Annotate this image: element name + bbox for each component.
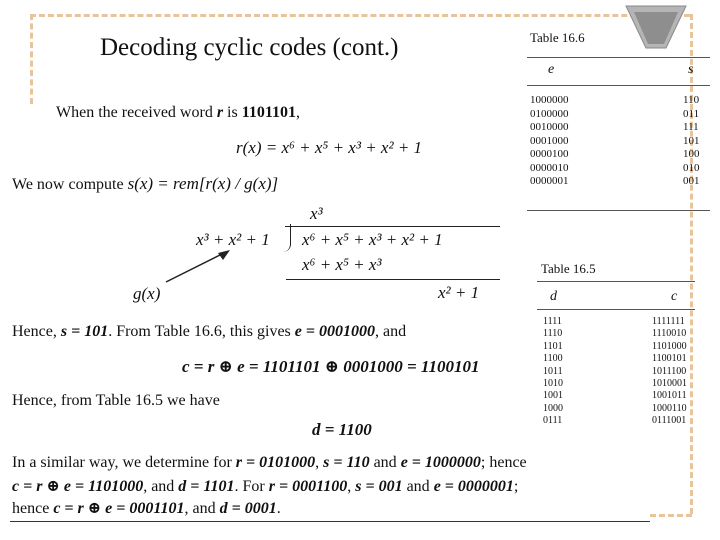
para3-e: . bbox=[276, 500, 281, 517]
table-16-6-title: Table 16.6 bbox=[530, 30, 585, 45]
frame-right-border bbox=[690, 14, 693, 514]
division-subtract-rule bbox=[286, 279, 500, 280]
division-bracket bbox=[280, 224, 291, 252]
d-equation: d = 1100 bbox=[312, 420, 372, 439]
received-word: 1101101 bbox=[241, 104, 296, 121]
para2-e: e = 0000001 bbox=[433, 478, 514, 495]
table-16-6-e-column: 1000000 0100000 0010000 0001000 0000100 0000010 0000001 bbox=[530, 94, 569, 187]
division-quotient: x³ bbox=[310, 204, 323, 223]
para2-c: c = r ⊕ e = 1101000 bbox=[12, 478, 144, 495]
intro-r: r bbox=[216, 104, 224, 121]
table-16-5-header-c: c bbox=[671, 289, 678, 304]
hence1-mid: . From Table 16.6, this gives bbox=[108, 323, 295, 340]
para2-f: ; bbox=[513, 478, 519, 495]
bottom-rule bbox=[10, 521, 650, 522]
table-16-6-s-column: 110 011 111 101 100 010 001 bbox=[683, 94, 700, 187]
para1-b: , bbox=[315, 454, 324, 471]
table-16-5-header-rule bbox=[537, 309, 695, 310]
table-16-6-top-rule bbox=[527, 57, 710, 58]
division-subtract: x⁶ + x⁵ + x³ bbox=[302, 255, 382, 274]
slide-title: Decoding cyclic codes (cont.) bbox=[100, 34, 399, 61]
funnel-logo-icon bbox=[624, 2, 688, 52]
para3-b: , and bbox=[184, 500, 220, 517]
hence-line-1 bbox=[12, 323, 406, 341]
table-16-6-header-rule bbox=[527, 85, 710, 86]
intro-text: When the received word bbox=[56, 104, 217, 121]
table-16-5-header-d: d bbox=[550, 289, 557, 304]
para-line-2 bbox=[12, 476, 518, 496]
compute-line bbox=[12, 174, 278, 194]
table-16-6-header-e: e bbox=[548, 62, 555, 77]
para2-b: . For bbox=[234, 478, 269, 495]
para1-d: ; hence bbox=[480, 454, 527, 471]
intro-is: is bbox=[223, 104, 242, 121]
c-equation: c = r ⊕ e = 1101101 ⊕ 0001000 = 1100101 bbox=[182, 357, 480, 376]
pointer-arrow-icon bbox=[160, 244, 240, 286]
para1-r: r = 0101000 bbox=[235, 454, 316, 471]
frame-bottom-border bbox=[650, 514, 692, 517]
para2-e2: and bbox=[402, 478, 434, 495]
para3-c: c = r ⊕ e = 0001101 bbox=[53, 500, 185, 517]
para2-s: s = 001 bbox=[355, 478, 403, 495]
para2-d: d = 1101 bbox=[178, 478, 235, 495]
para-line-3 bbox=[12, 498, 281, 518]
para1-c: and bbox=[369, 454, 401, 471]
hence1-e: e = 0001000 bbox=[294, 323, 375, 340]
para2-a: , and bbox=[143, 478, 179, 495]
table-16-6-header-s: s bbox=[688, 62, 694, 77]
division-dividend: x⁶ + x⁵ + x³ + x² + 1 bbox=[302, 230, 443, 249]
hence1-pre: Hence, bbox=[12, 323, 61, 340]
table-16-6-bottom-rule bbox=[527, 210, 710, 211]
para2-r: r = 0001100 bbox=[268, 478, 348, 495]
rx-equation: r(x) = x⁶ + x⁵ + x³ + x² + 1 bbox=[236, 138, 423, 157]
division-divisor: x³ + x² + 1 bbox=[196, 230, 270, 249]
division-bar bbox=[285, 226, 500, 227]
para1-s: s = 110 bbox=[323, 454, 370, 471]
para1-a: In a similar way, we determine for bbox=[12, 454, 236, 471]
intro-comma: , bbox=[295, 104, 300, 121]
compute-text: We now compute bbox=[12, 176, 128, 193]
division-remainder: x² + 1 bbox=[438, 283, 480, 302]
hence1-post: , and bbox=[375, 323, 407, 340]
intro-line bbox=[56, 104, 300, 122]
frame-left-border bbox=[30, 14, 33, 104]
para3-a: hence bbox=[12, 500, 54, 517]
table-16-5-c-column: 1111111 1110010 1101000 1100101 1011100 1010001 1001011 1000110 0111001 bbox=[652, 316, 687, 427]
g-label: g(x) bbox=[133, 284, 161, 303]
table-16-5-d-column: 1111 1110 1101 1100 1011 1010 1001 1000 0111 bbox=[543, 316, 563, 427]
para1-e: e = 1000000 bbox=[400, 454, 481, 471]
para2-c2: , bbox=[347, 478, 356, 495]
sx-formula: s(x) = rem[r(x) / g(x)] bbox=[127, 174, 279, 193]
para3-d: d = 0001 bbox=[219, 500, 277, 517]
table-16-5-title: Table 16.5 bbox=[541, 261, 596, 276]
para-line-1 bbox=[12, 454, 527, 472]
hence1-s: s = 101 bbox=[60, 323, 109, 340]
frame-top-border bbox=[30, 14, 690, 17]
table-16-5-top-rule bbox=[537, 281, 695, 282]
hence-line-2: Hence, from Table 16.5 we have bbox=[12, 392, 220, 409]
